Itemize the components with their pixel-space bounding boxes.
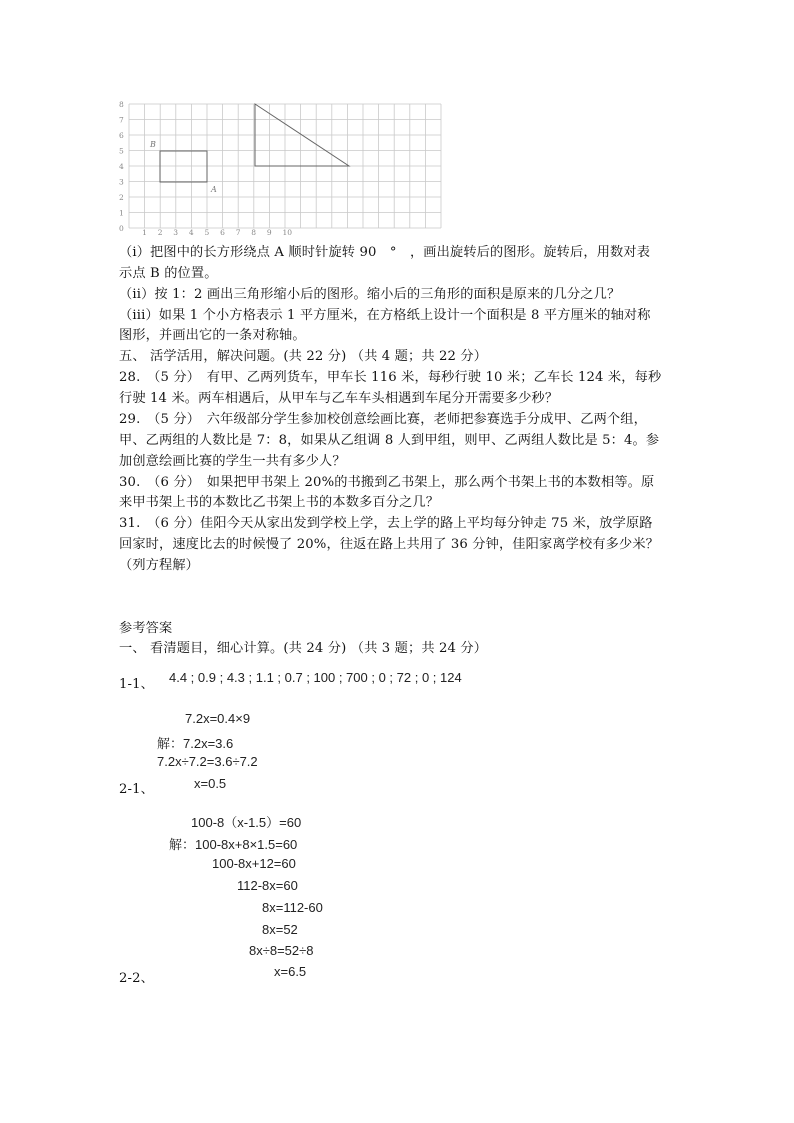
question-30-line1: 30. （6 分） 如果把甲书架上 20%的书搬到乙书架上，那么两个书架上书的本数相等。原 [119, 475, 655, 490]
x-tick-label: 7 [235, 228, 241, 236]
question-29-line1: 29. （5 分） 六年级部分学生参加校创意绘画比赛，老师把参赛选手分成甲、乙两个组， [119, 412, 647, 427]
answer-2-1-line: 7.2x÷7.2=3.6÷7.2 [157, 754, 258, 769]
answer-2-2-line: 8x=112-60 [262, 900, 323, 915]
question-29-line2: 甲、乙两组的人数比是 7：8，如果从乙组调 8 人到甲组，则甲、乙两组人数比是 5：4。参 [119, 433, 660, 448]
question-31-line2: 回家时，速度比去的时候慢了 20%，往返在路上共用了 36 分钟，佳阳家离学校有多少米？ [119, 537, 660, 552]
x-tick-label: 3 [173, 228, 179, 236]
answer-2-2-line: 100-8（x-1.5）=60 [191, 815, 302, 830]
x-tick-label: 2 [157, 228, 163, 236]
question-27-part-ii: （ii）按 1：2 画出三角形缩小后的图形。缩小后的三角形的面积是原来的几分之几？ [119, 287, 621, 302]
question-28-line1: 28. （5 分） 有甲、乙两列货车，甲车长 116 米，每秒行驶 10 米；乙车长 124 米，每秒 [119, 370, 662, 385]
answer-1-1-value: 4.4 ; 0.9 ; 4.3 ; 1.1 ; 0.7 ; 100 ; 700 ; 0 ; 72 ; 0 ; 124 [169, 670, 462, 685]
y-tick-label: 6 [119, 131, 124, 140]
point-b-label: B [150, 140, 156, 149]
answer-2-1-label: 2-1、 [119, 782, 155, 797]
x-tick-label: 10 [282, 228, 293, 236]
answer-2-2-line: 8x÷8=52÷8 [249, 943, 314, 958]
answer-2-2-line: 112-8x=60 [237, 878, 298, 893]
answer-2-2-line: 100-8x+12=60 [212, 856, 296, 871]
x-tick-label: 8 [251, 228, 257, 236]
section-5-heading: 五、 活学活用，解决问题。(共 22 分) （共 4 题；共 22 分） [119, 349, 488, 364]
answer-2-1-line: 解：7.2x=3.6 [157, 736, 234, 751]
x-tick-label: 6 [220, 228, 225, 236]
y-tick-label: 1 [119, 208, 124, 218]
question-27-part-iii-line2: 图形，并画出它的一条对称轴。 [119, 328, 306, 343]
answer-2-2-label: 2-2、 [119, 971, 155, 986]
y-axis-tick-labels [119, 100, 124, 233]
question-27-part-iii-line1: （iii）如果 1 个小方格表示 1 平方厘米，在方格纸上设计一个面积是 8 平方厘米的轴对称 [119, 308, 651, 323]
y-tick-label: 3 [119, 177, 124, 187]
x-tick-label: 5 [204, 228, 210, 236]
answer-2-2-line: x=6.5 [274, 964, 307, 979]
x-tick-label: 9 [266, 228, 272, 236]
question-31-line1: 31. （6 分）佳阳今天从家出发到学校上学，去上学的路上平均每分钟走 75 米，放学原路 [119, 516, 653, 531]
y-tick-label: 5 [119, 146, 124, 156]
coordinate-grid-figure [116, 96, 448, 236]
answers-section-1-heading: 一、 看清题目，细心计算。(共 24 分) （共 3 题；共 24 分） [119, 641, 488, 656]
answers-heading: 参考答案 [119, 621, 173, 636]
y-tick-label: 2 [119, 193, 124, 202]
answer-2-1-line: x=0.5 [194, 776, 227, 791]
y-tick-label: 8 [119, 100, 124, 109]
question-31-line3: （列方程解） [119, 558, 200, 573]
answer-2-1-line: 7.2x=0.4×9 [185, 711, 251, 726]
x-tick-label: 4 [188, 228, 194, 236]
answer-1-1-label: 1-1、 [119, 677, 155, 692]
point-a-label: A [211, 185, 217, 194]
question-30-line2: 来甲书架上书的本数比乙书架上书的本数多百分之几？ [119, 495, 440, 510]
question-29-line3: 加创意绘画比赛的学生一共有多少人？ [119, 454, 346, 469]
question-27-part-i-line1: （i）把图中的长方形绕点 A 顺时针旋转 90 ° ，画出旋转后的图形。旋转后，用数对表 [119, 245, 651, 260]
y-tick-label: 4 [119, 162, 124, 171]
answer-2-2-line: 8x=52 [262, 922, 298, 937]
x-tick-label: 1 [142, 228, 147, 236]
answer-2-2-line: 解：100-8x+8×1.5=60 [169, 837, 298, 852]
y-tick-label: 0 [119, 224, 124, 233]
rectangle-shape [160, 151, 207, 182]
y-tick-label: 7 [119, 115, 124, 125]
question-28-line2: 行驶 14 米。两车相遇后，从甲车与乙车车头相遇到车尾分开需要多少秒？ [119, 391, 559, 406]
question-27-part-i-line2: 示点 B 的位置。 [119, 266, 218, 281]
x-axis-tick-labels [142, 228, 292, 236]
